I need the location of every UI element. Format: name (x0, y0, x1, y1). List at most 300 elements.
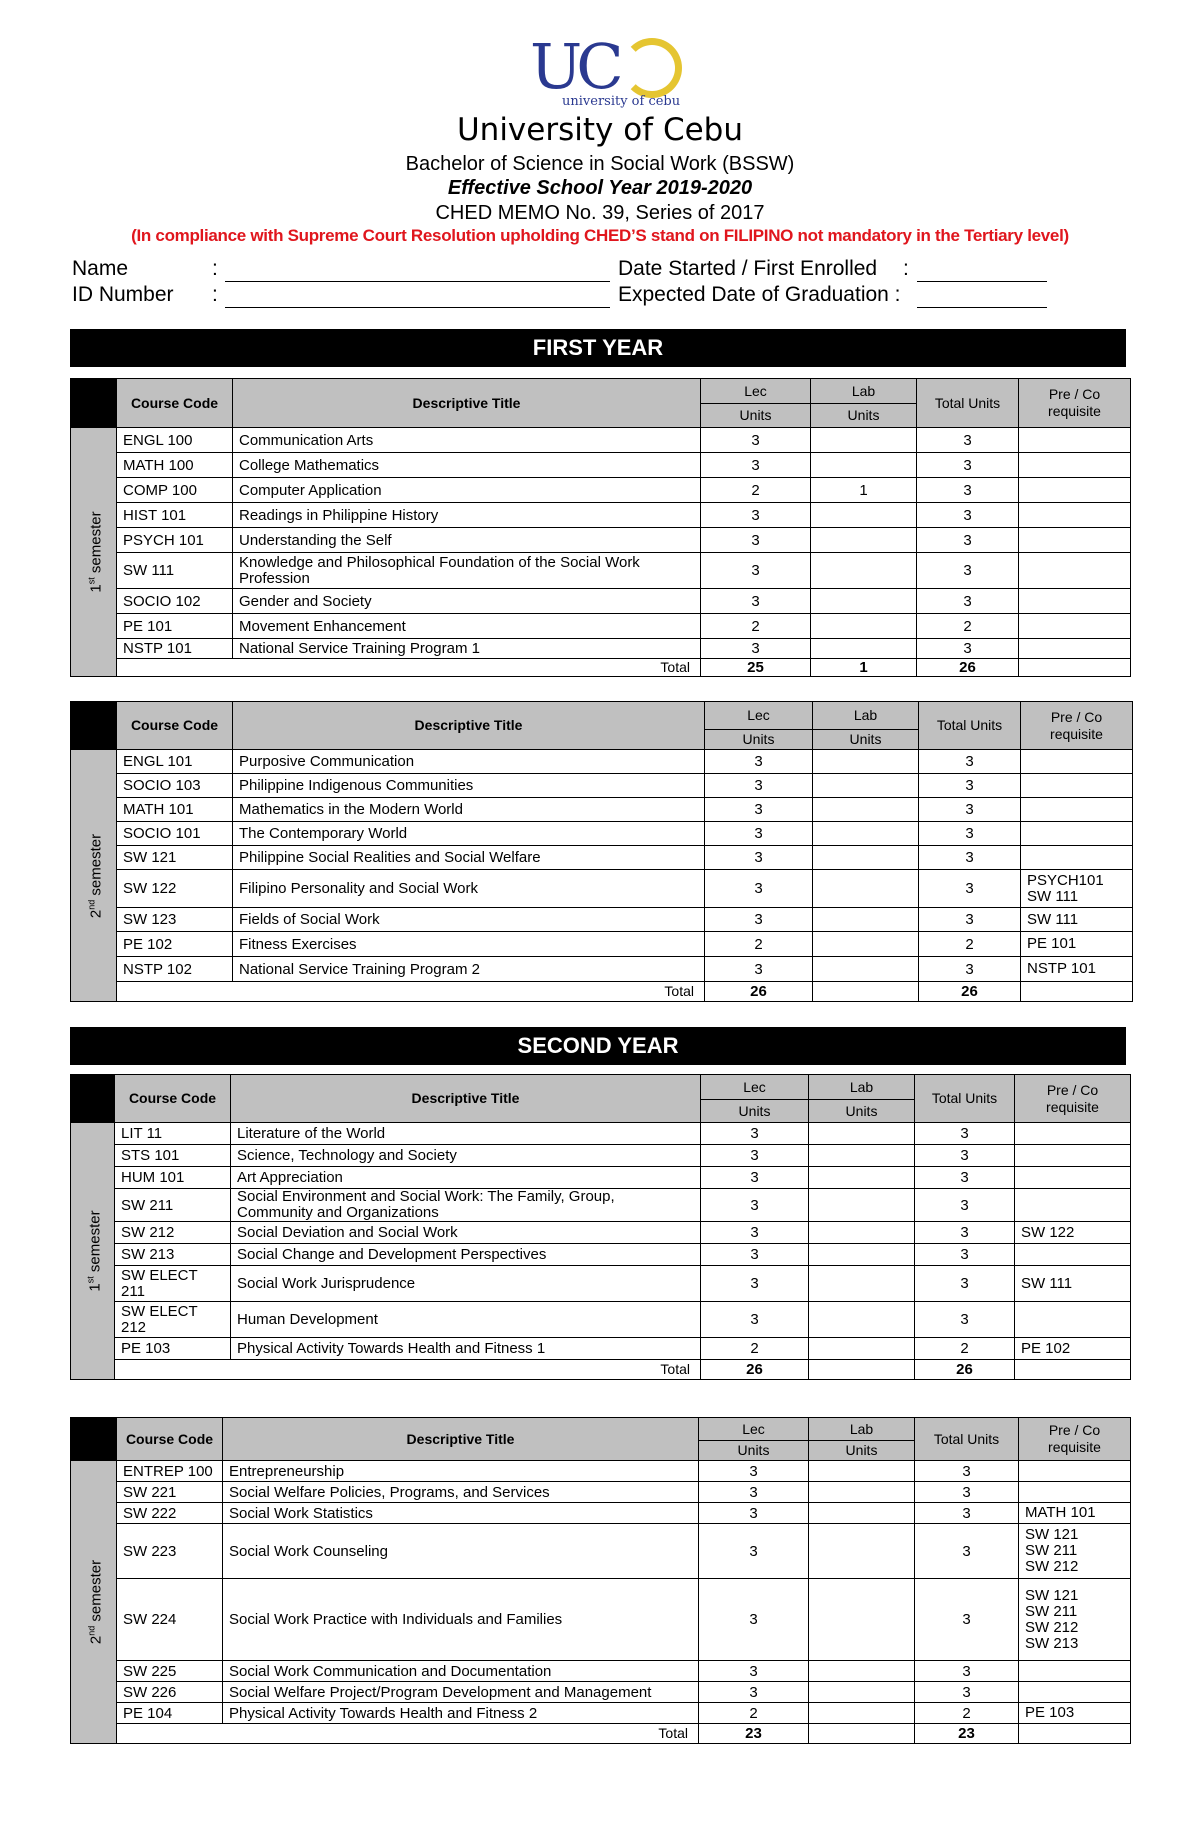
total-units: 3 (917, 553, 1019, 589)
lab-units (813, 932, 919, 957)
lab-header: Lab (813, 702, 919, 730)
lec-units: 3 (701, 1145, 809, 1167)
course-code: SW 111 (117, 553, 233, 589)
prerequisite (1021, 870, 1133, 908)
total-lec: 25 (701, 659, 811, 677)
lab-units (811, 428, 917, 453)
table-row (71, 750, 1133, 774)
total-lab: 1 (811, 659, 917, 677)
effective-year: Effective School Year 2019-2020 (447, 177, 753, 199)
prerequisite-item: SW 211 (1025, 1542, 1078, 1559)
course-title: Mathematics in the Modern World (233, 798, 705, 822)
total-prereq-blank (1019, 659, 1131, 677)
table-row (71, 1145, 1131, 1167)
course-code: ENGL 100 (117, 428, 233, 453)
prerequisite (1021, 908, 1133, 932)
course-code: SW 212 (115, 1222, 231, 1244)
logo-text: UC (530, 30, 618, 103)
total-units: 3 (915, 1524, 1019, 1579)
prerequisite (1019, 528, 1131, 553)
table-row (71, 774, 1133, 798)
lab-units (809, 1703, 915, 1724)
semester-label: 2nd semester (86, 833, 104, 918)
prerequisite (1019, 1503, 1131, 1524)
header-corner (71, 1418, 117, 1461)
lab-units (809, 1145, 915, 1167)
course-code: SW 225 (117, 1661, 223, 1682)
lec-units-header: Units (701, 1100, 809, 1123)
lab-units (809, 1338, 915, 1360)
lab-units (813, 846, 919, 870)
course-code: SW ELECT 211 (115, 1266, 231, 1302)
prerequisite-item: PE 102 (1021, 1339, 1071, 1357)
university-title: University of Cebu (456, 112, 743, 148)
table-row (71, 1222, 1131, 1244)
prerequisite-item: PE 101 (1027, 935, 1077, 952)
total-units: 3 (919, 750, 1021, 774)
course-code-header: Course Code (117, 702, 233, 750)
course-title: Physical Activity Towards Health and Fitness 2 (223, 1703, 699, 1724)
prerequisite (1019, 428, 1131, 453)
total-lab (813, 982, 919, 1002)
prerequisite (1015, 1222, 1131, 1244)
table-row (71, 553, 1131, 589)
lec-units: 3 (701, 639, 811, 659)
table-row (71, 870, 1133, 908)
lec-units-header: Units (701, 404, 811, 428)
total-units-sum: 26 (919, 982, 1021, 1002)
course-title: Philippine Indigenous Communities (233, 774, 705, 798)
lec-header: Lec (705, 702, 813, 730)
table-row (71, 798, 1133, 822)
lab-units (809, 1503, 915, 1524)
total-units-sum: 26 (915, 1360, 1015, 1380)
name-field[interactable] (225, 281, 610, 282)
total-prereq-blank (1021, 982, 1133, 1002)
total-row (71, 659, 1131, 677)
prerequisite (1015, 1189, 1131, 1222)
table-row (71, 503, 1131, 528)
lab-units (811, 503, 917, 528)
table-row (71, 614, 1131, 639)
lec-units: 2 (705, 932, 813, 957)
semester-label: 1st semester (85, 1210, 103, 1292)
course-code: SOCIO 101 (117, 822, 233, 846)
lab-units: 1 (811, 478, 917, 503)
lec-units: 3 (705, 798, 813, 822)
lab-header: Lab (811, 379, 917, 404)
table-row (71, 1482, 1131, 1503)
total-units: 3 (915, 1302, 1015, 1338)
total-units-header: Total Units (915, 1418, 1019, 1461)
prerequisite (1021, 750, 1133, 774)
lab-units-header: Units (811, 404, 917, 428)
prerequisite (1021, 846, 1133, 870)
course-title: Filipino Personality and Social Work (233, 870, 705, 908)
id-colon: : (212, 283, 218, 306)
total-units: 3 (915, 1503, 1019, 1524)
lec-header: Lec (701, 1075, 809, 1100)
course-code: ENGL 101 (117, 750, 233, 774)
course-title: The Contemporary World (233, 822, 705, 846)
course-title: College Mathematics (233, 453, 701, 478)
course-title: National Service Training Program 2 (233, 957, 705, 982)
lec-units: 3 (701, 1244, 809, 1266)
lec-units: 2 (699, 1703, 809, 1724)
course-title: Computer Application (233, 478, 701, 503)
total-units-sum: 23 (915, 1724, 1019, 1744)
lec-units-header: Units (705, 730, 813, 750)
course-code: STS 101 (115, 1145, 231, 1167)
lec-units: 3 (699, 1579, 809, 1661)
course-title: Social Work Statistics (223, 1503, 699, 1524)
lab-units (811, 589, 917, 614)
course-code: NSTP 101 (117, 639, 233, 659)
lab-units (809, 1682, 915, 1703)
prerequisite-item: SW 111 (1027, 910, 1079, 928)
lab-header: Lab (809, 1418, 915, 1441)
lab-units (809, 1244, 915, 1266)
logo-subtitle: university of cebu (562, 94, 681, 109)
course-code: SW 123 (117, 908, 233, 932)
course-code: COMP 100 (117, 478, 233, 503)
lec-units: 3 (705, 846, 813, 870)
lab-units-header: Units (809, 1441, 915, 1461)
course-code: PE 102 (117, 932, 233, 957)
course-code: SW 211 (115, 1189, 231, 1222)
prerequisite (1015, 1244, 1131, 1266)
prerequisite-item: PE 103 (1025, 1704, 1075, 1721)
total-units: 3 (917, 639, 1019, 659)
descriptive-title-header: Descriptive Title (233, 702, 705, 750)
lab-units (809, 1661, 915, 1682)
prerequisite (1015, 1302, 1131, 1338)
course-title: Social Welfare Policies, Programs, and Services (223, 1482, 699, 1503)
semester-table (70, 378, 1131, 677)
prerequisite (1015, 1145, 1131, 1167)
semester-column (71, 428, 117, 677)
lab-units-header: Units (813, 730, 919, 750)
lec-units: 2 (701, 614, 811, 639)
lab-units (813, 774, 919, 798)
total-units: 3 (915, 1661, 1019, 1682)
course-code: SW 122 (117, 870, 233, 908)
total-units: 3 (915, 1482, 1019, 1503)
prerequisite-item: SW 111 (1021, 1274, 1073, 1292)
semester-table (70, 1417, 1131, 1744)
date-started-field[interactable] (917, 281, 1047, 282)
total-units: 3 (915, 1222, 1015, 1244)
descriptive-title-header: Descriptive Title (231, 1075, 701, 1123)
total-units: 3 (919, 957, 1021, 982)
header-corner (71, 379, 117, 428)
lab-units (811, 639, 917, 659)
course-title: Entrepreneurship (223, 1461, 699, 1482)
year-heading: SECOND YEAR (70, 1027, 1126, 1065)
semester-column (71, 1123, 115, 1380)
prerequisite-item: NSTP 101 (1027, 960, 1096, 977)
semester-label: 1st semester (86, 511, 104, 593)
total-prereq-blank (1019, 1724, 1131, 1744)
prerequisite (1021, 957, 1133, 982)
lec-units: 3 (705, 774, 813, 798)
table-row (71, 478, 1131, 503)
lab-units (811, 453, 917, 478)
total-units-header: Total Units (915, 1075, 1015, 1123)
total-units: 2 (915, 1703, 1019, 1724)
lab-units (813, 870, 919, 908)
lec-units: 3 (705, 870, 813, 908)
course-title: Social Work Counseling (223, 1524, 699, 1579)
prerequisite (1019, 1703, 1131, 1724)
prereq-header: Pre / Co requisite (1021, 702, 1133, 750)
course-code: LIT 11 (115, 1123, 231, 1145)
prerequisite-item: MATH 101 (1025, 1504, 1096, 1521)
total-units-header: Total Units (919, 702, 1021, 750)
lab-units (809, 1189, 915, 1222)
course-title: Understanding the Self (233, 528, 701, 553)
lec-units: 3 (705, 908, 813, 932)
total-row (71, 1360, 1131, 1380)
total-units: 3 (919, 822, 1021, 846)
lab-units (809, 1302, 915, 1338)
semester-table (70, 1074, 1131, 1380)
course-code: NSTP 102 (117, 957, 233, 982)
prereq-header: Pre / Co requisite (1019, 1418, 1131, 1461)
lec-units: 3 (701, 428, 811, 453)
prerequisite-item: SW 211 (1025, 1602, 1078, 1620)
course-code: HUM 101 (115, 1167, 231, 1189)
course-title: Fields of Social Work (233, 908, 705, 932)
course-title: Physical Activity Towards Health and Fitness 1 (231, 1338, 701, 1360)
total-lec: 26 (705, 982, 813, 1002)
descriptive-title-header: Descriptive Title (233, 379, 701, 428)
lab-units (811, 614, 917, 639)
course-title: Science, Technology and Society (231, 1145, 701, 1167)
lab-units (809, 1524, 915, 1579)
prerequisite (1015, 1167, 1131, 1189)
date-started-colon: : (903, 257, 909, 280)
prerequisite (1019, 1661, 1131, 1682)
header-corner (71, 702, 117, 750)
total-units: 3 (917, 453, 1019, 478)
total-units: 3 (915, 1579, 1019, 1661)
table-row (71, 908, 1133, 932)
course-title: National Service Training Program 1 (233, 639, 701, 659)
total-row (71, 1724, 1131, 1744)
course-code: SW 223 (117, 1524, 223, 1579)
lec-header: Lec (701, 379, 811, 404)
course-title: Social Environment and Social Work: The Family, Group, Community and Organizations (231, 1189, 701, 1222)
course-code: MATH 101 (117, 798, 233, 822)
lec-units: 3 (705, 822, 813, 846)
lab-units (813, 798, 919, 822)
table-row (71, 1302, 1131, 1338)
lec-units: 3 (699, 1482, 809, 1503)
total-label: Total (115, 1360, 701, 1380)
total-units: 3 (919, 908, 1021, 932)
course-title: Art Appreciation (231, 1167, 701, 1189)
lec-units: 3 (701, 1266, 809, 1302)
table-row (71, 1579, 1131, 1661)
university-logo (530, 30, 690, 109)
prerequisite (1021, 932, 1133, 957)
prerequisite (1015, 1338, 1131, 1360)
total-units: 3 (917, 589, 1019, 614)
lec-units: 3 (701, 589, 811, 614)
course-title: Knowledge and Philosophical Foundation of the Social Work Profession (233, 553, 701, 589)
prerequisite-item: SW 121 (1025, 1526, 1079, 1543)
table-row (71, 1682, 1131, 1703)
lab-units (809, 1579, 915, 1661)
course-code: SOCIO 102 (117, 589, 233, 614)
descriptive-title-header: Descriptive Title (223, 1418, 699, 1461)
year-heading: FIRST YEAR (70, 329, 1126, 367)
table-row (71, 639, 1131, 659)
lab-units (809, 1123, 915, 1145)
total-units-sum: 26 (917, 659, 1019, 677)
prerequisite-item: SW 212 (1025, 1618, 1079, 1636)
course-code: HIST 101 (117, 503, 233, 528)
total-units: 2 (917, 614, 1019, 639)
lab-units (809, 1266, 915, 1302)
total-label: Total (117, 1724, 699, 1744)
total-units: 3 (915, 1682, 1019, 1703)
compliance-note: (In compliance with Supreme Court Resolution upholding CHED’S stand on FILIPINO not mandatory in the Tertiary level) (131, 226, 1069, 245)
semester-table (70, 701, 1133, 1002)
course-title: Social Work Communication and Documentation (223, 1661, 699, 1682)
course-code: SW 222 (117, 1503, 223, 1524)
table-row (71, 1703, 1131, 1724)
total-lab (809, 1724, 915, 1744)
lab-units (811, 528, 917, 553)
prerequisite (1021, 822, 1133, 846)
lab-units (813, 750, 919, 774)
prerequisite (1019, 1524, 1131, 1579)
lec-units: 3 (699, 1524, 809, 1579)
total-units: 3 (915, 1244, 1015, 1266)
table-row (71, 957, 1133, 982)
course-title: Social Welfare Project/Program Development and Management (223, 1682, 699, 1703)
course-title: Fitness Exercises (233, 932, 705, 957)
lec-units: 3 (701, 1167, 809, 1189)
total-units: 3 (915, 1145, 1015, 1167)
lec-units: 3 (701, 528, 811, 553)
graduation-date-field[interactable] (917, 307, 1047, 308)
lec-units: 3 (701, 1123, 809, 1145)
lab-units (809, 1482, 915, 1503)
table-row (71, 1244, 1131, 1266)
course-code: ENTREP 100 (117, 1461, 223, 1482)
prerequisite (1021, 774, 1133, 798)
course-code-header: Course Code (115, 1075, 231, 1123)
table-row (71, 1123, 1131, 1145)
id-number-field[interactable] (225, 307, 610, 308)
table-row (71, 1266, 1131, 1302)
program-title: Bachelor of Science in Social Work (BSSW) (405, 153, 795, 175)
logo-circle-icon (622, 38, 682, 98)
table-row (71, 428, 1131, 453)
table-row (71, 1338, 1131, 1360)
lab-units-header: Units (809, 1100, 915, 1123)
course-code: SW 121 (117, 846, 233, 870)
table-row (71, 1524, 1131, 1579)
prerequisite (1019, 614, 1131, 639)
table-row (71, 453, 1131, 478)
prerequisite-item: SW 121 (1025, 1586, 1079, 1604)
lec-units: 3 (701, 503, 811, 528)
total-units: 3 (917, 503, 1019, 528)
id-label: ID Number (72, 283, 174, 306)
course-code: PE 104 (117, 1703, 223, 1724)
lec-units-header: Units (699, 1441, 809, 1461)
prerequisite (1015, 1123, 1131, 1145)
prerequisite (1019, 553, 1131, 589)
lec-units: 3 (705, 957, 813, 982)
total-units: 3 (917, 428, 1019, 453)
lec-units: 3 (699, 1682, 809, 1703)
semester-column (71, 750, 117, 1002)
course-code: SW 226 (117, 1682, 223, 1703)
header-corner (71, 1075, 115, 1123)
course-title: Literature of the World (231, 1123, 701, 1145)
total-units: 3 (915, 1266, 1015, 1302)
prerequisite-item: SW 122 (1021, 1223, 1075, 1241)
course-code: PE 101 (117, 614, 233, 639)
table-row (71, 822, 1133, 846)
prerequisite-item: SW 212 (1025, 1558, 1079, 1575)
course-code: SW 213 (115, 1244, 231, 1266)
total-units-header: Total Units (917, 379, 1019, 428)
semester-label: 2nd semester (86, 1559, 104, 1645)
course-code: PE 103 (115, 1338, 231, 1360)
lec-units: 3 (701, 453, 811, 478)
total-prereq-blank (1015, 1360, 1131, 1380)
course-title: Human Development (231, 1302, 701, 1338)
table-row (71, 1661, 1131, 1682)
lec-units: 2 (701, 478, 811, 503)
lab-units (813, 957, 919, 982)
total-units: 3 (917, 478, 1019, 503)
name-colon: : (212, 257, 218, 280)
lec-units: 3 (699, 1661, 809, 1682)
prerequisite (1019, 503, 1131, 528)
table-row (71, 1189, 1131, 1222)
lec-header: Lec (699, 1418, 809, 1441)
lab-units (811, 553, 917, 589)
total-units: 2 (919, 932, 1021, 957)
total-units: 3 (919, 870, 1021, 908)
course-title: Readings in Philippine History (233, 503, 701, 528)
total-lab (809, 1360, 915, 1380)
date-started-label: Date Started / First Enrolled (618, 257, 878, 280)
graduation-label: Expected Date of Graduation : (618, 283, 901, 306)
lec-units: 3 (699, 1461, 809, 1482)
course-code: SW ELECT 212 (115, 1302, 231, 1338)
course-title: Movement Enhancement (233, 614, 701, 639)
lec-units: 3 (701, 1302, 809, 1338)
semester-column (71, 1461, 117, 1744)
prerequisite (1019, 478, 1131, 503)
course-code: SW 221 (117, 1482, 223, 1503)
name-label: Name (72, 257, 129, 280)
total-label: Total (117, 982, 705, 1002)
total-row (71, 982, 1133, 1002)
prereq-header: Pre / Co requisite (1015, 1075, 1131, 1123)
total-units: 3 (919, 846, 1021, 870)
total-units: 2 (915, 1338, 1015, 1360)
table-row (71, 1461, 1131, 1482)
